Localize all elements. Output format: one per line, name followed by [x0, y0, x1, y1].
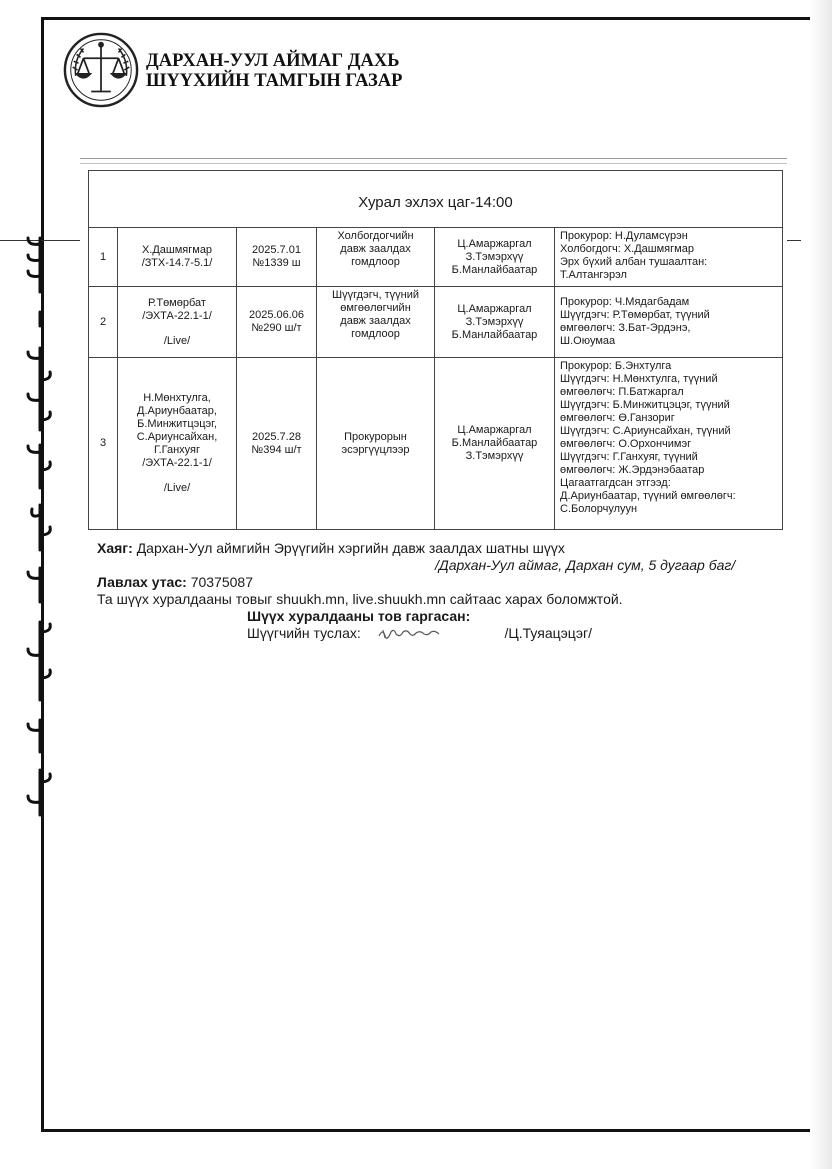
live-badge: /Live/: [163, 334, 191, 347]
address-label: Хаяг:: [97, 540, 133, 556]
case-judges: Ц.Амаржаргал З.Тэмэрхүү Б.Манлайбаатар: [435, 287, 555, 358]
org-title-line2: ШҮҮХИЙН ТАМГЫН ГАЗАР: [146, 71, 403, 91]
case-parties: Р.Төмөрбат /ЭХТА-22.1-1/ /Live/: [118, 287, 237, 358]
phone-value: 70375087: [190, 574, 253, 590]
live-badge: /Live/: [163, 482, 191, 494]
case-matter: Прокурорын эсэргүүцлээр: [317, 358, 435, 530]
case-number: 2: [89, 287, 118, 358]
case-participants: Прокурор: Ч.Мядагбадам Шүүгдэгч: Р.Төмөрбат, түүний өмгөөлөгч: З.Бат-Эрдэнэ, Ш.Оюумаа: [555, 287, 783, 358]
case-date: 2025.06.06 №290 ш/т: [237, 287, 317, 358]
footer-info: [97, 540, 735, 642]
case-judges: Ц.Амаржаргал Б.Манлайбаатар З.Тэмэрхүү: [435, 358, 555, 530]
phone-label: Лавлах утас:: [97, 574, 187, 590]
assistant-name: /Ц.Туяацэцэг/: [504, 625, 592, 641]
prepared-by: Шүүх хуралдааны тов гаргасан:: [247, 608, 471, 624]
table-row: [89, 358, 783, 530]
phone-line: [97, 574, 735, 591]
table-row: [89, 287, 783, 358]
side-rule-right: [787, 240, 801, 241]
scan-edge-shadow: [810, 0, 832, 1169]
session-start-time: Хурал эхлэх цаг-14:00: [89, 171, 783, 228]
hearing-schedule-table: [88, 170, 783, 530]
table-row: [89, 228, 783, 287]
case-matter: Холбогдогчийн давж заалдах гомдлоор: [317, 228, 435, 287]
case-participants: Прокурор: Б.Энхтулга Шүүгдэгч: Н.Мөнхтулга, түүний өмгөөлөгч: П.Батжаргал Шүүгдэгч: Б.Минжитцэцэг, түүний өмгөөлөгч: Ө.Ганзориг Шүүгдэгч: С.Ариунсайхан, түүний өмгөөлөгч: О.Орхончимэг Шүүгдэгч: Г.Ганхуяг, түүний өмгөөлөгч: Ж.Эрдэнэбаатар Цагаатгагдсан этгээд: Д.Ариунбаатар, түүний өмгөөлөгч: С.Болорчулуун: [555, 358, 783, 530]
schedule-title-row: [89, 171, 783, 228]
handwritten-signature-icon: [375, 626, 455, 642]
address-text: Дархан-Уул аймгийн Эрүүгийн хэргийн давж заалдах шатны шүүх: [136, 540, 565, 556]
case-parties: Х.Дашмягмар /ЗТХ-14.7-5.1/: [118, 228, 237, 287]
assistant-label: Шүүгчийн туслах:: [247, 625, 361, 641]
mongolian-script-icon: [14, 230, 62, 820]
case-parties: Н.Мөнхтулга, Д.Ариунбаатар, Б.Минжитцэцэг, С.Ариунсайхан, Г.Ганхуяг /ЭХТА-22.1-1/ /Live/: [118, 358, 237, 530]
case-number: 1: [89, 228, 118, 287]
case-judges: Ц.Амаржаргал З.Тэмэрхүү Б.Манлайбаатар: [435, 228, 555, 287]
website-note: Та шүүх хуралдааны товыг shuukh.mn, live.shuukh.mn сайтаас харах боломжтой.: [97, 591, 623, 607]
case-date: 2025.7.01 №1339 ш: [237, 228, 317, 287]
case-matter: Шүүгдэгч, түүний өмгөөлөгчийн давж заалдах гомдлоор: [317, 287, 435, 358]
address-detail: /Дархан-Уул аймаг, Дархан сум, 5 дугаар баг/: [435, 557, 736, 573]
organization-title: [146, 51, 402, 91]
address-line: [97, 540, 735, 557]
org-title-line1: ДАРХАН-УУЛ АЙМАГ ДАХЬ: [146, 51, 400, 71]
case-date: 2025.7.28 №394 ш/т: [237, 358, 317, 530]
top-rule: [80, 158, 787, 159]
assistant-line: [97, 625, 735, 642]
court-scales-emblem-icon: [62, 31, 140, 109]
case-participants: Прокурор: Н.Дуламсүрэн Холбогдогч: Х.Дашмягмар Эрх бүхий албан тушаалтан: Т.Алтангэрэл: [555, 228, 783, 287]
top-rule-secondary: [80, 163, 787, 164]
case-number: 3: [89, 358, 118, 530]
